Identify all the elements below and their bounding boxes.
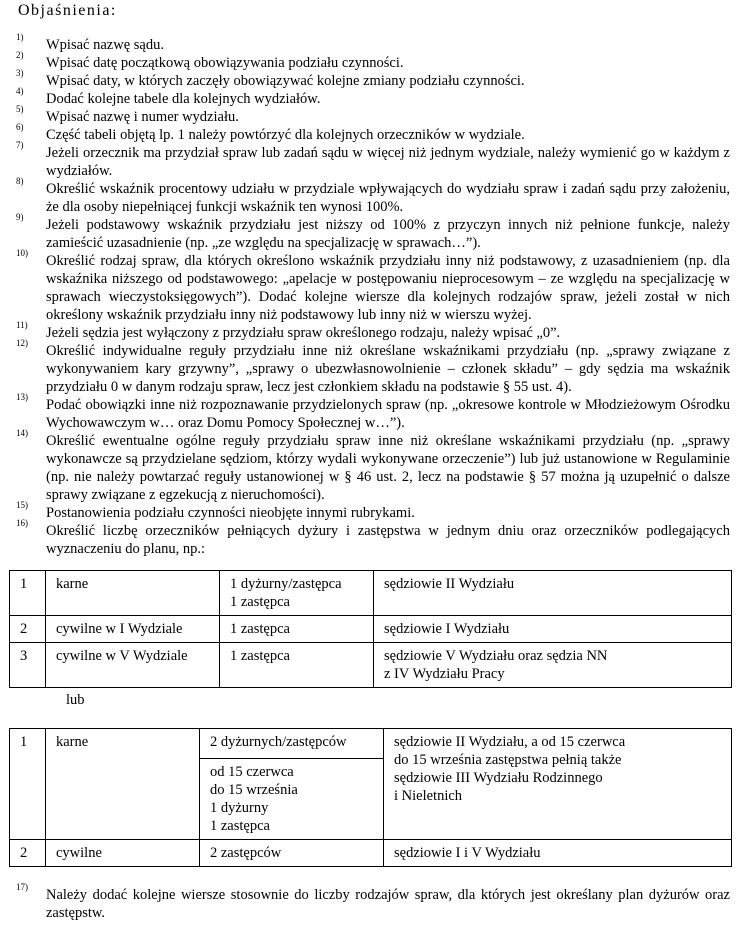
footnote-16: [16, 518, 730, 558]
cell-case-type: cywilne: [46, 840, 200, 867]
footnote-12: [16, 338, 730, 396]
cell-duty-count: 2 dyżurnych/zastępców: [200, 729, 384, 759]
footnote-3: [16, 68, 730, 90]
footnote-15: [16, 500, 730, 522]
footnote-text: Określić rodzaj spraw, dla których określono wskaźnik przydziału inny niż podstawowy, z uzasadnieniem (np. dla wskaźnika niższego od podstawowego: „apelacje w postępowaniu nieprocesowym – ze względu na specjalizację w sprawach wieczystoksięgowych”). Dodać kolejne wiersze dla kolejnych rodzajów spraw, jeżeli został w nich określony wskaźnik przydziału inny niż podstawowy lub inny niż w wierszu wyżej.: [46, 253, 730, 323]
cell-lp: 2: [10, 840, 46, 867]
footnote-7: [16, 140, 730, 180]
duty-count-text: 1 dyżurny/zastępca 1 zastępca: [230, 576, 342, 610]
footnote-text: Określić liczbę orzeczników pełniących dyżury i zastępstwa w jednym dniu oraz orzeczników podlegających wyznaczeniu do planu, np.:: [46, 523, 730, 557]
cell-duty-count: [220, 571, 374, 616]
footnote-number: 13): [16, 392, 28, 402]
footnote-number: 11): [16, 320, 28, 330]
footnote-17: [16, 882, 730, 922]
footnote-text: Wpisać nazwę i numer wydziału.: [46, 109, 239, 125]
footnote-13: [16, 392, 730, 432]
footnote-number: 10): [16, 248, 28, 258]
footnote-text: Postanowienia podziału czynności nieobjęte innymi rubrykami.: [46, 505, 415, 521]
table-row: [10, 840, 732, 867]
cell-duty-count: 1 zastępca: [220, 643, 374, 688]
footnote-text: Jeżeli podstawowy wskaźnik przydziału jest niższy od 100% z przyczyn innych niż pełnione funkcje, należy zamieścić uzasadnienie (np. „ze względu na specjalizację w sprawach…”).: [46, 217, 730, 251]
footnote-number: 15): [16, 500, 28, 510]
cell-judges: sędziowie I i V Wydziału: [384, 840, 732, 867]
footnote-number: 3): [16, 68, 24, 78]
footnote-text: Wpisać nazwę sądu.: [46, 37, 164, 53]
footnote-14: [16, 428, 730, 504]
footnote-text: Jeżeli orzecznik ma przydział spraw lub zadań sądu w więcej niż jednym wydziale, należy wymienić go w każdym z wydziałów.: [46, 145, 730, 179]
cell-judges: [374, 643, 732, 688]
footnote-text: Określić wskaźnik procentowy udziału w przydziale wpływających do wydziału spraw i zadań sądu przy założeniu, że dla osoby niepełniącej funkcji wskaźnik ten wynosi 100%.: [46, 181, 730, 215]
footnote-text: Podać obowiązki inne niż rozpoznawanie przydzielonych spraw (np. „okresowe kontrole w Młodzieżowym Ośrodku Wychowawczym w… oraz Domu Pomocy Społecznej w…”).: [46, 397, 730, 431]
cell-lp: 1: [10, 729, 46, 840]
footnote-11: [16, 320, 730, 342]
table-row: [10, 643, 732, 688]
duty-count-text: od 15 czerwca do 15 września 1 dyżurny 1 zastępca: [210, 764, 298, 834]
judges-text: sędziowie V Wydziału oraz sędzia NN z IV Wydziału Pracy: [384, 648, 608, 682]
cell-case-type: cywilne w I Wydziale: [46, 616, 220, 643]
footnote-text: Należy dodać kolejne wiersze stosownie do liczby rodzajów spraw, dla których jest określany plan dyżurów oraz zastępstw.: [46, 887, 730, 921]
cell-lp: 3: [10, 643, 46, 688]
footnote-4: [16, 86, 730, 108]
footnote-text: Wpisać datę początkową obowiązywania podziału czynności.: [46, 55, 404, 71]
footnote-text: Dodać kolejne tabele dla kolejnych wydziałów.: [46, 91, 321, 107]
cell-lp: 1: [10, 571, 46, 616]
footnote-number: 1): [16, 32, 24, 42]
cell-judges: [384, 729, 732, 840]
footnote-number: 17): [16, 882, 28, 892]
footnote-1: [16, 32, 730, 54]
footnote-number: 16): [16, 518, 28, 528]
footnote-text: Określić ewentualne ogólne reguły przydziału spraw inne niż określane wskaźnikami przydziału (np. „sprawy wykonawcze są przydzielane sędziom, którzy wydali wykonywane orzeczenie”) lub już ustanowione w Regulaminie (np. nie należy powtarzać reguły ustanowionej w § 46 ust. 2, lecz na podstawie § 57 można ją uzupełnić o dalsze sprawy związane z egzekucją z nieruchomości).: [46, 433, 730, 503]
footnote-8: [16, 176, 730, 216]
footnote-10: [16, 248, 730, 324]
cell-duty-count: 2 zastępców: [200, 840, 384, 867]
alternative-label: lub: [66, 692, 85, 708]
footnote-number: 8): [16, 176, 24, 186]
table-row: [10, 729, 732, 759]
cell-case-type: karne: [46, 571, 220, 616]
footnote-number: 6): [16, 122, 24, 132]
page-title: Objaśnienia:: [18, 2, 117, 19]
footnote-number: 12): [16, 338, 28, 348]
footnote-text: Określić indywidualne reguły przydziału inne niż określane wskaźnikami przydziału (np. „sprawy związane z wykonywaniem kary grzywny”, „sprawy o ubezwłasnowolnienie – członek składu” – gdy sędzia ma wskaźnik przydziału 0 w danym rodzaju spraw, lecz jest członkiem składu na podstawie § 55 ust. 4).: [46, 343, 730, 395]
cell-lp: 2: [10, 616, 46, 643]
footnote-number: 9): [16, 212, 24, 222]
cell-duty-count: 1 zastępca: [220, 616, 374, 643]
judges-text: sędziowie II Wydziału, a od 15 czerwca do 15 września zastępstwa pełnią także sędziowie III Wydziału Rodzinnego i Nieletnich: [394, 734, 626, 804]
footnote-number: 2): [16, 50, 24, 60]
footnote-number: 7): [16, 140, 24, 150]
footnote-number: 5): [16, 104, 24, 114]
footnote-9: [16, 212, 730, 252]
cell-judges: sędziowie II Wydziału: [374, 571, 732, 616]
duty-table-1: [9, 570, 732, 688]
cell-duty-count: [200, 759, 384, 840]
table-row: [10, 571, 732, 616]
footnote-2: [16, 50, 730, 72]
footnote-5: [16, 104, 730, 126]
cell-case-type: cywilne w V Wydziale: [46, 643, 220, 688]
footnote-text: Jeżeli sędzia jest wyłączony z przydziału spraw określonego rodzaju, należy wpisać „0”.: [46, 325, 561, 341]
footnote-number: 14): [16, 428, 28, 438]
footnote-text: Część tabeli objętą lp. 1 należy powtórzyć dla kolejnych orzeczników w wydziale.: [46, 127, 525, 143]
table-row: [10, 616, 732, 643]
footnote-6: [16, 122, 730, 144]
footnote-text: Wpisać daty, w których zaczęły obowiązywać kolejne zmiany podziału czynności.: [46, 73, 525, 89]
duty-table-2: [9, 728, 732, 867]
cell-case-type: karne: [46, 729, 200, 840]
footnote-number: 4): [16, 86, 24, 96]
cell-judges: sędziowie I Wydziału: [374, 616, 732, 643]
